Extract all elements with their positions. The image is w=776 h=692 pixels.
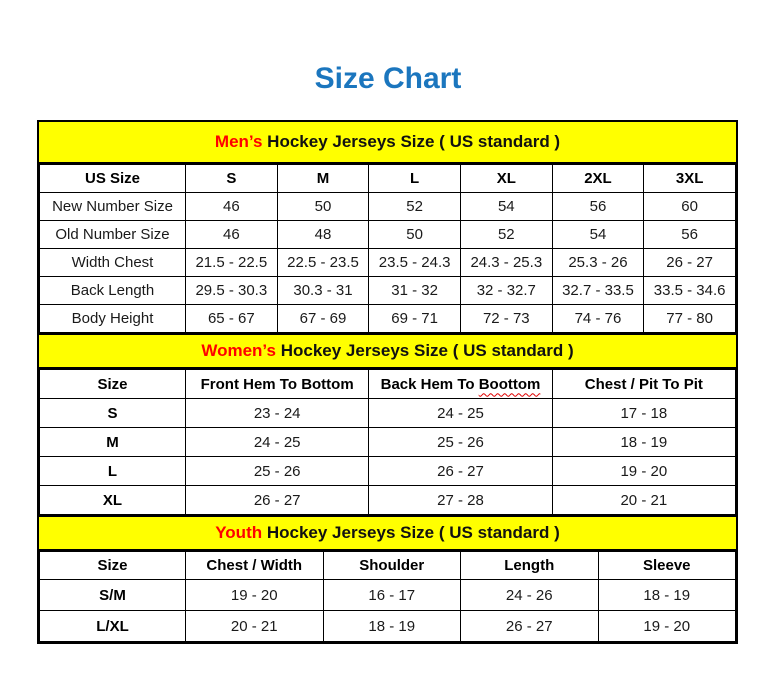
womens-cell: 26 - 27 [186,486,369,515]
mens-cell: 30.3 - 31 [277,277,369,305]
mens-cell: 54 [460,193,552,221]
womens-cell: 23 - 24 [186,399,369,428]
mens-cell: 29.5 - 30.3 [186,277,278,305]
youth-row-label: S/M [40,580,186,611]
mens-cell: 56 [552,193,644,221]
womens-header-chest: Chest / Pit To Pit [552,370,735,399]
youth-cell: 19 - 20 [186,580,324,611]
mens-cell: 33.5 - 34.6 [644,277,736,305]
page-title: Size Chart [314,62,462,95]
youth-header-length: Length [461,552,599,580]
youth-cell: 24 - 26 [461,580,599,611]
womens-cell: 27 - 28 [369,486,552,515]
womens-size-table [39,369,736,515]
mens-cell: 50 [277,193,369,221]
mens-header-2xl: 2XL [552,165,644,193]
womens-header-row [40,370,736,399]
mens-cell: 67 - 69 [277,305,369,333]
womens-cell: 20 - 21 [552,486,735,515]
mens-cell: 50 [369,221,461,249]
mens-cell: 77 - 80 [644,305,736,333]
mens-cell: 26 - 27 [644,249,736,277]
mens-cell: 23.5 - 24.3 [369,249,461,277]
back-hem-label-prefix: Back Hem To [380,375,479,393]
youth-row-lxl [40,611,736,642]
womens-row-s [40,399,736,428]
mens-row-width-chest [40,249,736,277]
mens-header-s: S [186,165,278,193]
mens-section-banner [39,122,736,164]
womens-row-l [40,457,736,486]
youth-row-sm [40,580,736,611]
womens-cell: 24 - 25 [186,428,369,457]
womens-header-back-hem [369,370,552,399]
youth-cell: 18 - 19 [323,611,461,642]
mens-cell: 31 - 32 [369,277,461,305]
womens-row-xl [40,486,736,515]
mens-cell: 69 - 71 [369,305,461,333]
mens-row-new-number-size [40,193,736,221]
mens-cell: 46 [186,193,278,221]
mens-cell: 22.5 - 23.5 [277,249,369,277]
mens-row-back-length [40,277,736,305]
womens-cell: 17 - 18 [552,399,735,428]
womens-cell: 26 - 27 [369,457,552,486]
womens-cell: 25 - 26 [186,457,369,486]
youth-cell: 19 - 20 [598,611,736,642]
youth-header-shoulder: Shoulder [323,552,461,580]
back-hem-misspelled-word: Boottom [478,375,541,393]
youth-cell: 20 - 21 [186,611,324,642]
mens-cell: 25.3 - 26 [552,249,644,277]
womens-banner-text: Hockey Jerseys Size ( US standard ) [275,341,574,360]
youth-header-sleeve: Sleeve [598,552,736,580]
mens-cell: 72 - 73 [460,305,552,333]
womens-row-label: XL [40,486,186,515]
youth-cell: 18 - 19 [598,580,736,611]
youth-header-row [40,552,736,580]
mens-size-table [39,164,736,333]
mens-cell: 32.7 - 33.5 [552,277,644,305]
mens-cell: 52 [460,221,552,249]
womens-section-banner [39,333,736,369]
mens-header-xl: XL [460,165,552,193]
youth-section-banner [39,515,736,551]
mens-header-3xl: 3XL [644,165,736,193]
womens-cell: 24 - 25 [369,399,552,428]
mens-cell: 32 - 32.7 [460,277,552,305]
size-chart-block [37,120,738,644]
womens-row-label: S [40,399,186,428]
mens-row-label: Back Length [40,277,186,305]
youth-size-table [39,551,736,642]
youth-header-chest: Chest / Width [186,552,324,580]
womens-row-label: L [40,457,186,486]
mens-row-label: New Number Size [40,193,186,221]
womens-cell: 18 - 19 [552,428,735,457]
mens-banner-text: Hockey Jerseys Size ( US standard ) [262,132,561,151]
womens-header-size: Size [40,370,186,399]
mens-header-l: L [369,165,461,193]
mens-cell: 48 [277,221,369,249]
mens-cell: 60 [644,193,736,221]
youth-banner-highlight: Youth [215,523,263,542]
mens-row-label: Width Chest [40,249,186,277]
mens-cell: 65 - 67 [186,305,278,333]
youth-cell: 16 - 17 [323,580,461,611]
mens-banner-highlight: Men’s [214,132,263,151]
womens-row-label: M [40,428,186,457]
mens-cell: 74 - 76 [552,305,644,333]
youth-banner-text: Hockey Jerseys Size ( US standard ) [262,523,560,542]
mens-cell: 24.3 - 25.3 [460,249,552,277]
mens-header-row [40,165,736,193]
mens-header-m: M [277,165,369,193]
mens-row-label: Old Number Size [40,221,186,249]
womens-cell: 25 - 26 [369,428,552,457]
womens-cell: 19 - 20 [552,457,735,486]
mens-row-label: Body Height [40,305,186,333]
mens-cell: 54 [552,221,644,249]
youth-row-label: L/XL [40,611,186,642]
mens-row-old-number-size [40,221,736,249]
womens-header-front-hem: Front Hem To Bottom [186,370,369,399]
mens-cell: 21.5 - 22.5 [186,249,278,277]
mens-header-us-size: US Size [40,165,186,193]
mens-row-body-height [40,305,736,333]
youth-header-size: Size [40,552,186,580]
womens-row-m [40,428,736,457]
mens-cell: 56 [644,221,736,249]
youth-cell: 26 - 27 [461,611,599,642]
mens-cell: 46 [186,221,278,249]
womens-banner-highlight: Women’s [201,341,276,360]
mens-cell: 52 [369,193,461,221]
